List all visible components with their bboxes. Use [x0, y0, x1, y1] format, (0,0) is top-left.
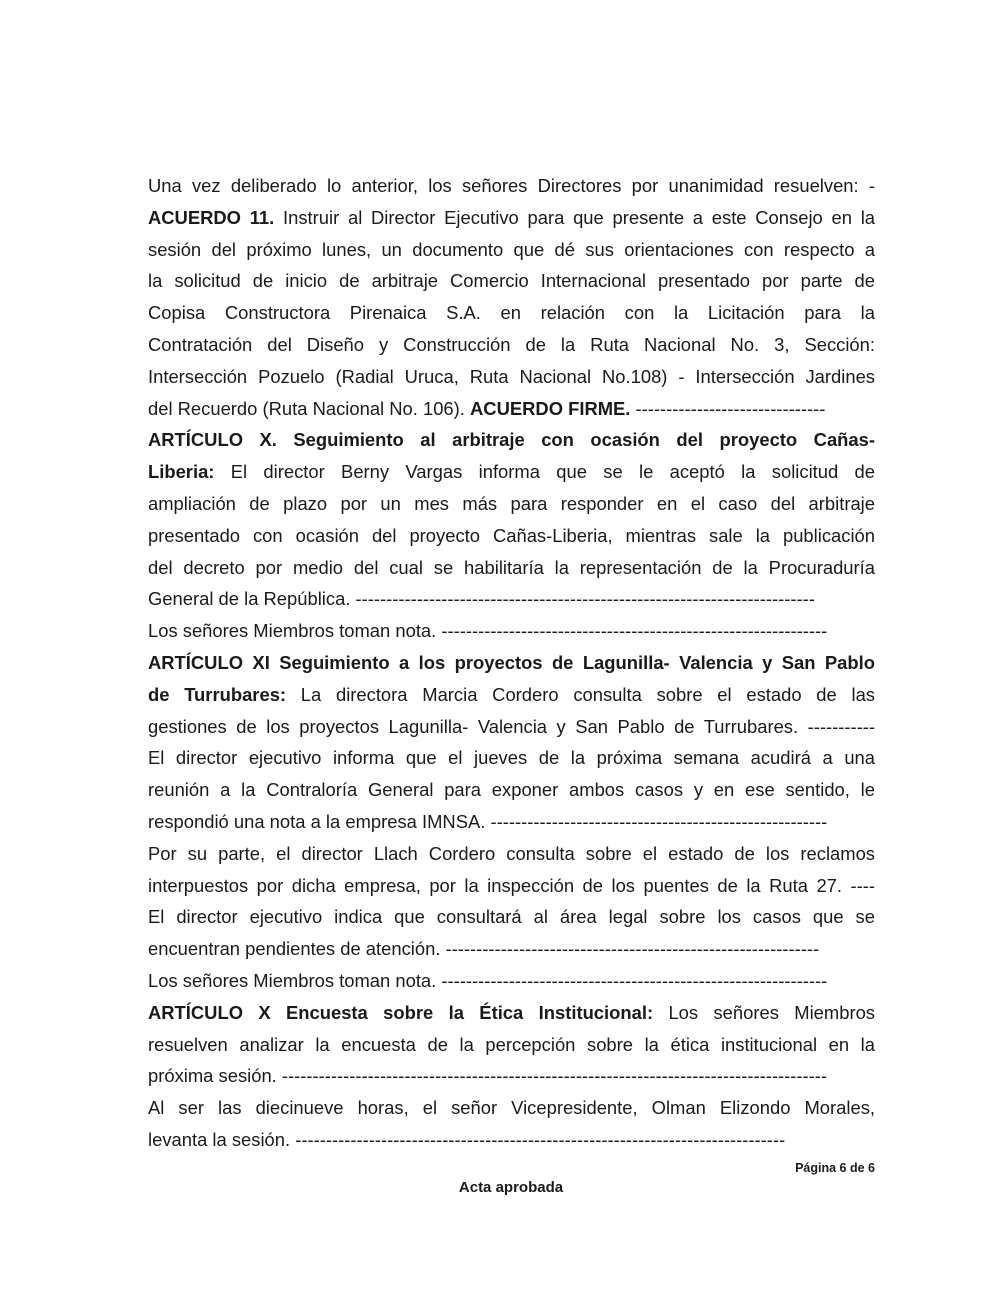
text-line — [148, 424, 875, 456]
text-segment: Por su parte, el director Llach Cordero consulta sobre el estado de los reclamos — [148, 842, 875, 864]
bold-text-segment: ARTÍCULO XI Seguimiento a los proyectos de Lagunilla- Valencia y San Pablo — [148, 651, 875, 673]
text-segment: interpuestos por dicha empresa, por la inspección de los puentes de la Ruta 27. ---- — [148, 874, 875, 896]
text-line — [148, 234, 875, 266]
text-segment: la solicitud de inicio de arbitraje Comercio Internacional presentado por parte de — [148, 270, 875, 292]
text-line — [148, 615, 875, 647]
text-line — [148, 297, 875, 329]
text-segment: ampliación de plazo por un mes más para responder en el caso del arbitraje — [148, 492, 875, 514]
text-line — [148, 774, 875, 806]
page-number: Página 6 de 6 — [795, 1161, 875, 1175]
text-line — [148, 679, 875, 711]
text-line — [148, 393, 875, 425]
text-segment: del Recuerdo (Ruta Nacional No. 106). — [148, 397, 471, 419]
text-segment: Copisa Constructora Pirenaica S.A. en relación con la Licitación para la — [148, 302, 875, 324]
footer-label: Acta aprobada — [458, 1179, 564, 1196]
text-segment: respondió una nota a la empresa IMNSA. ------------------------------------------------------- — [148, 810, 828, 832]
text-line — [148, 742, 875, 774]
text-segment: encuentran pendientes de atención. ------------------------------------------------------------- — [148, 938, 820, 960]
text-segment: gestiones de los proyectos Lagunilla- Valencia y San Pablo de Turrubares. ----------- — [148, 715, 875, 737]
text-segment: La directora Marcia Cordero consulta sobre el estado de las — [286, 683, 875, 705]
bold-text-segment: de Turrubares: — [148, 683, 287, 705]
text-segment: Al ser las diecinueve horas, el señor Vicepresidente, Olman Elizondo Morales, — [148, 1097, 875, 1119]
document-body — [148, 170, 875, 1156]
text-line — [148, 170, 875, 202]
text-line — [148, 265, 875, 297]
bold-text-segment: ACUERDO 11. — [148, 206, 275, 228]
text-segment: El director Berny Vargas informa que se le aceptó la solicitud de — [214, 461, 875, 483]
text-segment: Los señores Miembros toman nota. --------------------------------------------------------------- — [148, 969, 828, 991]
text-segment: Una vez deliberado lo anterior, los señores Directores por unanimidad resuelven: - — [148, 175, 875, 196]
text-segment: próxima sesión. ----------------------------------------------------------------------------------------- — [148, 1065, 827, 1087]
text-line — [148, 361, 875, 393]
bold-text-segment: Liberia: — [148, 461, 215, 483]
text-segment: del decreto por medio del cual se habilitaría la representación de la Procuraduría — [148, 556, 875, 578]
text-line — [148, 1092, 875, 1124]
text-line — [148, 806, 875, 838]
text-segment: Los señores Miembros — [653, 1001, 875, 1023]
bold-text-segment: ARTÍCULO X. Seguimiento al arbitraje con ocasión del proyecto Cañas- — [148, 429, 875, 451]
text-line — [148, 838, 875, 870]
text-segment: Los señores Miembros toman nota. --------------------------------------------------------------- — [148, 620, 828, 642]
text-line — [148, 552, 875, 584]
text-line — [148, 647, 875, 679]
text-line — [148, 965, 875, 997]
text-segment: General de la República. --------------------------------------------------------------------------- — [148, 588, 815, 610]
text-line — [148, 488, 875, 520]
text-line — [148, 456, 875, 488]
text-segment: ------------------------------- — [630, 397, 826, 419]
text-segment: resuelven analizar la encuesta de la percepción sobre la ética institucional en la — [148, 1033, 875, 1055]
text-line — [148, 1124, 875, 1156]
text-line — [148, 997, 875, 1029]
text-line — [148, 711, 875, 743]
text-line — [148, 933, 875, 965]
text-segment: reunión a la Contraloría General para exponer ambos casos y en ese sentido, le — [148, 779, 875, 801]
text-segment: sesión del próximo lunes, un documento que dé sus orientaciones con respecto a — [148, 238, 875, 260]
text-segment: Instruir al Director Ejecutivo para que presente a este Consejo en la — [274, 206, 875, 228]
text-line — [148, 520, 875, 552]
text-line — [148, 870, 875, 902]
text-segment: El director ejecutivo indica que consultará al área legal sobre los casos que se — [148, 906, 875, 928]
text-line — [148, 1060, 875, 1092]
text-line — [148, 1029, 875, 1061]
text-line — [148, 202, 875, 234]
bold-text-segment: ARTÍCULO X Encuesta sobre la Ética Institucional: — [148, 1001, 654, 1023]
text-line — [148, 583, 875, 615]
text-segment: El director ejecutivo informa que el jueves de la próxima semana acudirá a una — [148, 747, 875, 769]
text-segment: presentado con ocasión del proyecto Cañas-Liberia, mientras sale la publicación — [148, 524, 875, 546]
text-line — [148, 329, 875, 361]
text-segment: levanta la sesión. -------------------------------------------------------------------------------- — [148, 1128, 786, 1150]
text-segment: Contratación del Diseño y Construcción de la Ruta Nacional No. 3, Sección: — [148, 333, 875, 355]
text-segment: Intersección Pozuelo (Radial Uruca, Ruta Nacional No.108) - Intersección Jardines — [148, 365, 875, 387]
bold-text-segment: ACUERDO FIRME. — [470, 397, 631, 419]
text-line — [148, 901, 875, 933]
